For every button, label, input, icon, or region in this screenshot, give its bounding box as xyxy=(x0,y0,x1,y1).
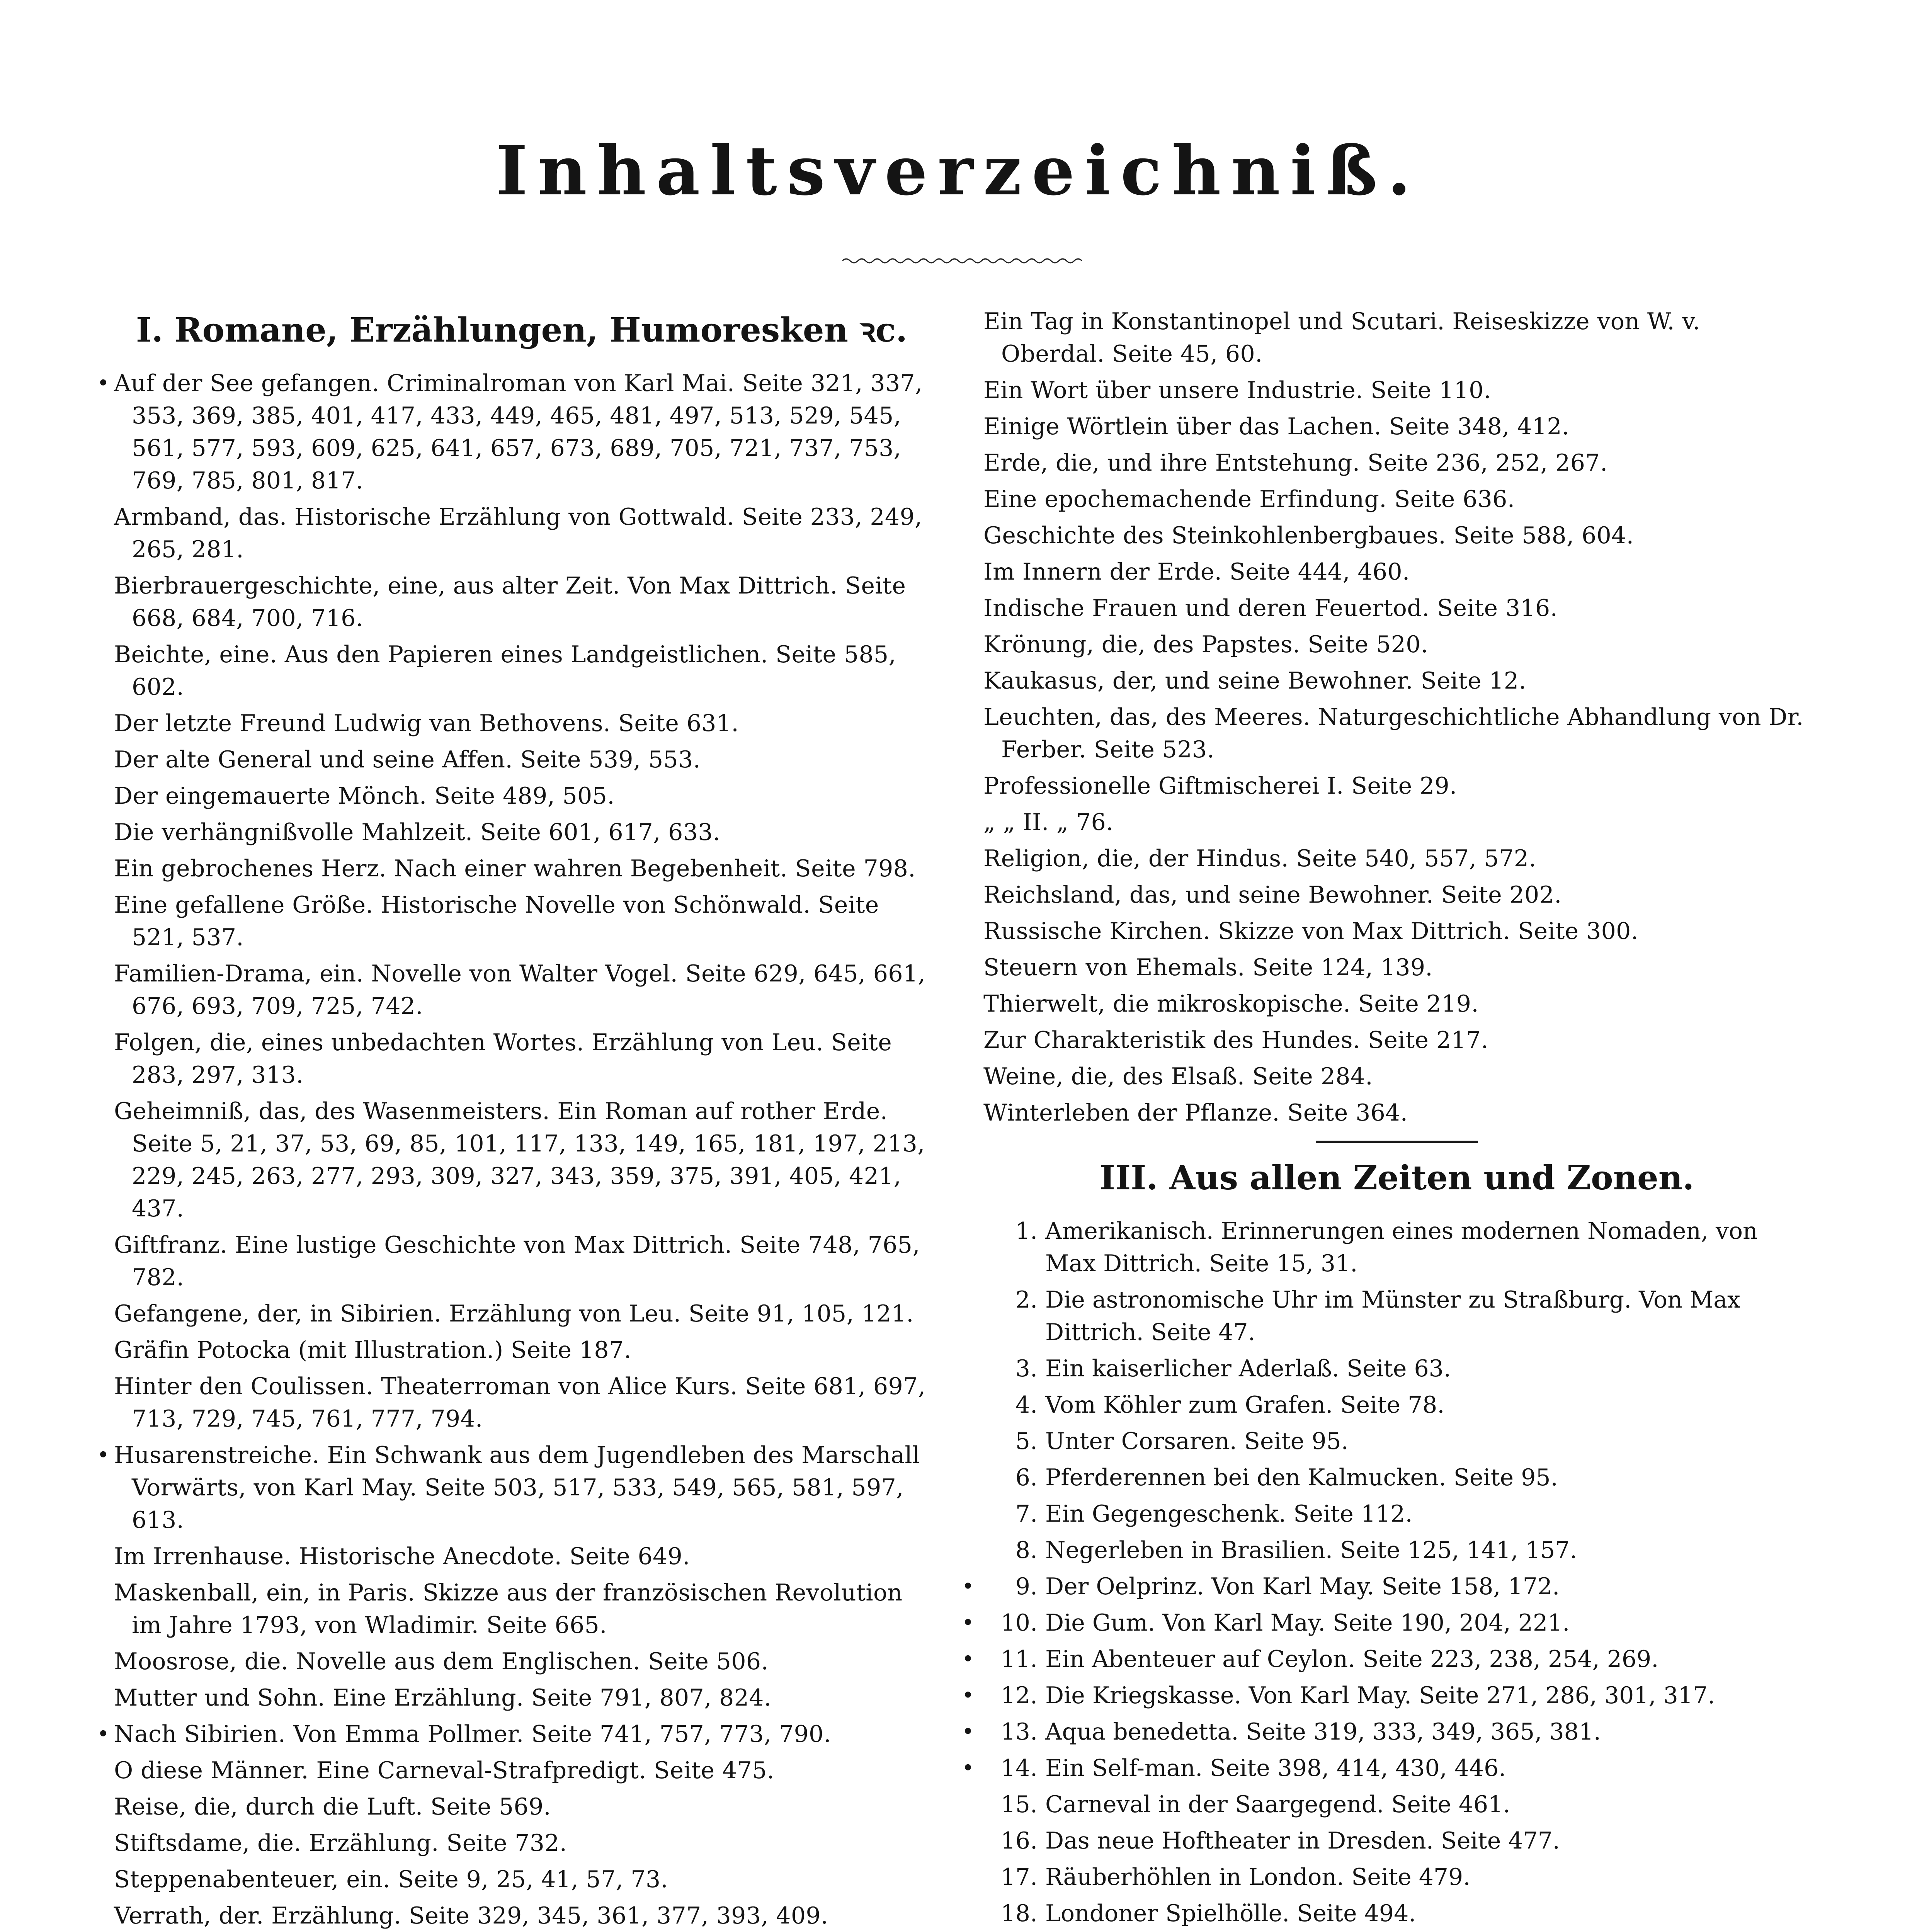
toc-entry-text: Im Irrenhause. Historische Anecdote. Seite 649. xyxy=(114,1543,690,1570)
toc-numbered-entry xyxy=(962,1643,1810,1675)
toc-entry xyxy=(983,806,1810,838)
toc-numbered-entry xyxy=(983,1498,1810,1530)
toc-entry-text: Indische Frauen und deren Feuertod. Seite 316. xyxy=(983,595,1558,622)
toc-entry-text: Krönung, die, des Papstes. Seite 520. xyxy=(983,631,1429,658)
toc-entry-text: Räuberhöhlen in London. Seite 479. xyxy=(1045,1864,1471,1891)
toc-entry xyxy=(983,556,1810,588)
entry-number: 2. xyxy=(1015,1286,1038,1313)
toc-entry-text: Der alte General und seine Affen. Seite 539, 553. xyxy=(114,746,701,773)
toc-entry xyxy=(983,519,1810,552)
toc-entry-text: Thierwelt, die mikroskopische. Seite 219. xyxy=(983,990,1479,1017)
toc-numbered-entry xyxy=(962,1679,1810,1712)
toc-entry-text: Die Gum. Von Karl May. Seite 190, 204, 221. xyxy=(1045,1609,1570,1636)
toc-numbered-entry xyxy=(983,1788,1810,1821)
entry-number: 5. xyxy=(1015,1428,1038,1455)
toc-entry-text: Vom Köhler zum Grafen. Seite 78. xyxy=(1045,1391,1445,1418)
toc-entry-text: Verrath, der. Erzählung. Seite 329, 345, 361, 377, 393, 409. xyxy=(114,1902,828,1929)
toc-entry xyxy=(983,665,1810,697)
toc-entry-text: Geheimniß, das, des Wasenmeisters. Ein Roman auf rother Erde. Seite 5, 21, 37, 53, 69, 85, 101, 117, 133, 149, 165, 181, 197, 213, 229, 245, 263, 277, 293, 309, 327, 343, 359, 375, 391, 405, 421, 437. xyxy=(114,1098,925,1222)
toc-entry-text: Carneval in der Saargegend. Seite 461. xyxy=(1045,1791,1510,1818)
toc-numbered-entry xyxy=(983,1425,1810,1458)
toc-entry-text: Im Innern der Erde. Seite 444, 460. xyxy=(983,558,1410,585)
toc-entry-text: Unter Corsaren. Seite 95. xyxy=(1045,1428,1349,1455)
toc-entry xyxy=(114,1754,929,1787)
toc-entry-text: Pferderennen bei den Kalmucken. Seite 95. xyxy=(1045,1464,1558,1491)
toc-numbered-entry xyxy=(983,1284,1810,1349)
toc-entry-text: Leuchten, das, des Meeres. Naturgeschichtliche Abhandlung von Dr. Ferber. Seite 523. xyxy=(983,704,1804,763)
toc-entry-text: Husarenstreiche. Ein Schwank aus dem Jugendleben des Marschall Vorwärts, von Karl May. Seite 503, 517, 533, 549, 565, 581, 597, 613. xyxy=(114,1442,920,1534)
toc-entry xyxy=(983,988,1810,1020)
toc-entry xyxy=(983,951,1810,984)
toc-entry-text: Ein gebrochenes Herz. Nach einer wahren Begebenheit. Seite 798. xyxy=(114,855,916,882)
toc-entry-text: Der Oelprinz. Von Karl May. Seite 158, 172. xyxy=(1045,1573,1560,1600)
toc-entry-text: Winterleben der Pflanze. Seite 364. xyxy=(983,1099,1408,1126)
toc-entry-text: Gräfin Potocka (mit Illustration.) Seite 187. xyxy=(114,1337,632,1364)
toc-entry xyxy=(114,1026,929,1091)
toc-entry xyxy=(114,889,929,954)
entry-number: 18. xyxy=(1000,1900,1038,1927)
toc-numbered-entry xyxy=(983,1461,1810,1494)
entry-number: 11. xyxy=(1000,1646,1038,1673)
entry-number: 16. xyxy=(1000,1827,1038,1854)
bullet-marker: • xyxy=(97,371,110,395)
toc-entry xyxy=(983,770,1810,802)
toc-entry xyxy=(983,374,1810,406)
toc-entry xyxy=(114,570,929,634)
toc-entry-text: Erde, die, und ihre Entstehung. Seite 236, 252, 267. xyxy=(983,449,1608,476)
toc-entry-text: Folgen, die, eines unbedachten Wortes. Erzählung von Leu. Seite 283, 297, 313. xyxy=(114,1029,892,1088)
section-list-zeiten-zonen xyxy=(962,1215,1810,1932)
toc-numbered-entry xyxy=(983,1352,1810,1385)
section-list-romane xyxy=(97,367,929,1932)
toc-entry-text: Ein Wort über unsere Industrie. Seite 110. xyxy=(983,377,1492,404)
toc-entry xyxy=(983,592,1810,624)
toc-entry-text: Die astronomische Uhr im Münster zu Straßburg. Von Max Dittrich. Seite 47. xyxy=(1045,1286,1740,1346)
toc-entry-text: Der eingemauerte Mönch. Seite 489, 505. xyxy=(114,782,615,810)
toc-numbered-entry xyxy=(962,1607,1810,1639)
toc-entry-text: Negerleben in Brasilien. Seite 125, 141, 157. xyxy=(1045,1537,1577,1564)
entry-number: 12. xyxy=(1000,1682,1038,1709)
toc-numbered-entry xyxy=(962,1752,1810,1784)
toc-entry-text: Geschichte des Steinkohlenbergbaues. Seite 588, 604. xyxy=(983,522,1634,549)
toc-entry-text: Eine epochemachende Erfindung. Seite 636. xyxy=(983,486,1515,513)
toc-entry-text: Kaukasus, der, und seine Bewohner. Seite 12. xyxy=(983,667,1526,694)
entry-number: 4. xyxy=(1015,1391,1038,1418)
entry-number: 7. xyxy=(1015,1500,1038,1527)
bullet-marker: • xyxy=(962,1683,974,1708)
toc-entry-text: Zur Charakteristik des Hundes. Seite 217. xyxy=(983,1027,1488,1054)
toc-entry xyxy=(114,1540,929,1573)
section-heading-romane: I. Romane, Erzählungen, Humoresken ꝛc. xyxy=(136,311,908,350)
toc-entry-text: Giftfranz. Eine lustige Geschichte von Max Dittrich. Seite 748, 765, 782. xyxy=(114,1231,920,1291)
toc-entry xyxy=(983,305,1810,370)
toc-entry-text: Auf der See gefangen. Criminalroman von Karl Mai. Seite 321, 337, 353, 369, 385, 401, 417, 433, 449, 465, 481, 497, 513, 529, 545, 561, 577, 593, 609, 625, 641, 657, 673, 689, 705, 721, 737, 753, 769, 785, 801, 817. xyxy=(114,370,923,494)
entry-number: 6. xyxy=(1015,1464,1038,1491)
toc-entry xyxy=(97,1439,929,1536)
entry-number: 10. xyxy=(1000,1609,1038,1636)
toc-entry xyxy=(114,1577,929,1641)
toc-entry-text: Amerikanisch. Erinnerungen eines modernen Nomaden, von Max Dittrich. Seite 15, 31. xyxy=(1045,1218,1758,1277)
toc-entry-text: Bierbrauergeschichte, eine, aus alter Zeit. Von Max Dittrich. Seite 668, 684, 700, 716. xyxy=(114,572,906,632)
section-heading-zeiten-zonen: III. Aus allen Zeiten und Zonen. xyxy=(1099,1158,1694,1197)
toc-entry xyxy=(114,1645,929,1678)
toc-numbered-entry xyxy=(983,1389,1810,1421)
bullet-marker: • xyxy=(97,1443,110,1467)
toc-entry-text: „ „ II. „ 76. xyxy=(983,809,1114,836)
toc-entry-text: Die Kriegskasse. Von Karl May. Seite 271, 286, 301, 317. xyxy=(1045,1682,1715,1709)
entry-number: 9. xyxy=(1015,1573,1038,1600)
toc-entry-text: Beichte, eine. Aus den Papieren eines Landgeistlichen. Seite 585, 602. xyxy=(114,641,896,701)
toc-entry xyxy=(114,852,929,885)
toc-entry-text: Einige Wörtlein über das Lachen. Seite 348, 412. xyxy=(983,413,1570,440)
toc-entry xyxy=(114,1334,929,1366)
title-wavy-rule xyxy=(842,255,1082,267)
bullet-marker: • xyxy=(962,1647,974,1671)
entry-number: 17. xyxy=(1000,1864,1038,1891)
toc-entry xyxy=(983,410,1810,443)
toc-entry xyxy=(983,447,1810,479)
toc-entry-text: Stiftsdame, die. Erzählung. Seite 732. xyxy=(114,1830,567,1857)
toc-entry-text: Eine gefallene Größe. Historische Novelle von Schönwald. Seite 521, 537. xyxy=(114,891,879,951)
bullet-marker: • xyxy=(962,1719,974,1744)
toc-entry xyxy=(114,707,929,740)
toc-entry-text: Ein Gegengeschenk. Seite 112. xyxy=(1045,1500,1413,1527)
entry-number: 14. xyxy=(1000,1755,1038,1782)
toc-entry-text: Der letzte Freund Ludwig van Bethovens. Seite 631. xyxy=(114,710,739,737)
toc-entry-text: Hinter den Coulissen. Theaterroman von Alice Kurs. Seite 681, 697, 713, 729, 745, 761, 777, 794. xyxy=(114,1373,926,1432)
bullet-marker: • xyxy=(97,1722,110,1746)
left-column xyxy=(97,309,929,1932)
toc-entry xyxy=(983,1024,1810,1056)
toc-entry xyxy=(983,628,1810,661)
toc-entry xyxy=(97,1718,929,1750)
toc-entry-text: Das neue Hoftheater in Dresden. Seite 477. xyxy=(1045,1827,1560,1854)
toc-entry-text: Die verhängnißvolle Mahlzeit. Seite 601, 617, 633. xyxy=(114,819,721,846)
section-divider xyxy=(1316,1141,1478,1143)
toc-entry-text: Ein Tag in Konstantinopel und Scutari. Reiseskizze von W. v. Oberdal. Seite 45, 60. xyxy=(983,308,1700,367)
toc-entry-text: O diese Männer. Eine Carneval-Strafpredigt. Seite 475. xyxy=(114,1757,775,1784)
toc-entry xyxy=(983,915,1810,947)
toc-entry-text: Moosrose, die. Novelle aus dem Englischen. Seite 506. xyxy=(114,1648,769,1675)
bullet-marker: • xyxy=(962,1574,974,1599)
toc-entry-text: Ein kaiserlicher Aderlaß. Seite 63. xyxy=(1045,1355,1451,1382)
toc-numbered-entry xyxy=(983,1897,1810,1930)
toc-entry xyxy=(114,1682,929,1714)
toc-entry xyxy=(983,842,1810,875)
bullet-marker: • xyxy=(962,1611,974,1635)
toc-entry xyxy=(114,743,929,776)
toc-entry-text: Professionelle Giftmischerei I. Seite 29. xyxy=(983,772,1457,799)
toc-entry-text: Aqua benedetta. Seite 319, 333, 349, 365, 381. xyxy=(1045,1718,1601,1745)
toc-entry xyxy=(114,1298,929,1330)
entry-number: 15. xyxy=(1000,1791,1038,1818)
right-column xyxy=(962,305,1810,1932)
entry-number: 13. xyxy=(1000,1718,1038,1745)
toc-numbered-entry xyxy=(983,1215,1810,1280)
entry-number: 8. xyxy=(1015,1537,1038,1564)
toc-numbered-entry xyxy=(983,1534,1810,1566)
toc-entry-text: Armband, das. Historische Erzählung von Gottwald. Seite 233, 249, 265, 281. xyxy=(114,503,922,563)
entry-number: 1. xyxy=(1015,1218,1038,1245)
toc-entry-text: Maskenball, ein, in Paris. Skizze aus der französischen Revolution im Jahre 1793, von Wladimir. Seite 665. xyxy=(114,1579,903,1639)
toc-entry xyxy=(114,1827,929,1859)
toc-entry xyxy=(114,1229,929,1294)
toc-entry-text: Londoner Spielhölle. Seite 494. xyxy=(1045,1900,1416,1927)
toc-numbered-entry xyxy=(962,1570,1810,1603)
toc-entry-text: Religion, die, der Hindus. Seite 540, 557, 572. xyxy=(983,845,1536,872)
toc-entry xyxy=(114,780,929,812)
page-title: Inhaltsverzeichniß. xyxy=(496,131,1421,211)
toc-entry xyxy=(114,1791,929,1823)
toc-numbered-entry xyxy=(983,1861,1810,1893)
toc-entry xyxy=(114,957,929,1022)
toc-entry xyxy=(983,1060,1810,1093)
toc-entry xyxy=(114,1900,929,1932)
toc-entry xyxy=(983,879,1810,911)
toc-entry-text: Russische Kirchen. Skizze von Max Dittrich. Seite 300. xyxy=(983,918,1639,945)
toc-entry-text: Gefangene, der, in Sibirien. Erzählung von Leu. Seite 91, 105, 121. xyxy=(114,1300,914,1327)
toc-entry-text: Steppenabenteuer, ein. Seite 9, 25, 41, 57, 73. xyxy=(114,1866,668,1893)
toc-numbered-entry xyxy=(962,1716,1810,1748)
toc-entry xyxy=(114,1370,929,1435)
toc-entry-text: Ein Self-man. Seite 398, 414, 430, 446. xyxy=(1045,1755,1506,1782)
toc-entry xyxy=(983,483,1810,515)
toc-entry-text: Reise, die, durch die Luft. Seite 569. xyxy=(114,1793,551,1820)
bullet-marker: • xyxy=(962,1756,974,1780)
toc-entry-text: Reichsland, das, und seine Bewohner. Seite 202. xyxy=(983,881,1562,908)
entry-number: 3. xyxy=(1015,1355,1038,1382)
section-list-belehrende-continued xyxy=(983,305,1810,1129)
toc-entry xyxy=(983,701,1810,766)
toc-numbered-entry xyxy=(983,1825,1810,1857)
toc-entry-text: Steuern von Ehemals. Seite 124, 139. xyxy=(983,954,1433,981)
toc-entry xyxy=(114,816,929,849)
toc-entry xyxy=(114,1863,929,1896)
toc-entry xyxy=(114,501,929,566)
toc-entry xyxy=(114,1095,929,1225)
toc-entry xyxy=(983,1097,1810,1129)
toc-entry-text: Weine, die, des Elsaß. Seite 284. xyxy=(983,1063,1373,1090)
toc-entry xyxy=(97,367,929,497)
toc-entry-text: Ein Abenteuer auf Ceylon. Seite 223, 238, 254, 269. xyxy=(1045,1646,1659,1673)
toc-entry-text: Nach Sibirien. Von Emma Pollmer. Seite 741, 757, 773, 790. xyxy=(114,1721,832,1748)
toc-entry-text: Familien-Drama, ein. Novelle von Walter Vogel. Seite 629, 645, 661, 676, 693, 709, 725, 742. xyxy=(114,960,925,1020)
toc-entry xyxy=(114,638,929,703)
toc-entry-text: Mutter und Sohn. Eine Erzählung. Seite 791, 807, 824. xyxy=(114,1684,772,1711)
